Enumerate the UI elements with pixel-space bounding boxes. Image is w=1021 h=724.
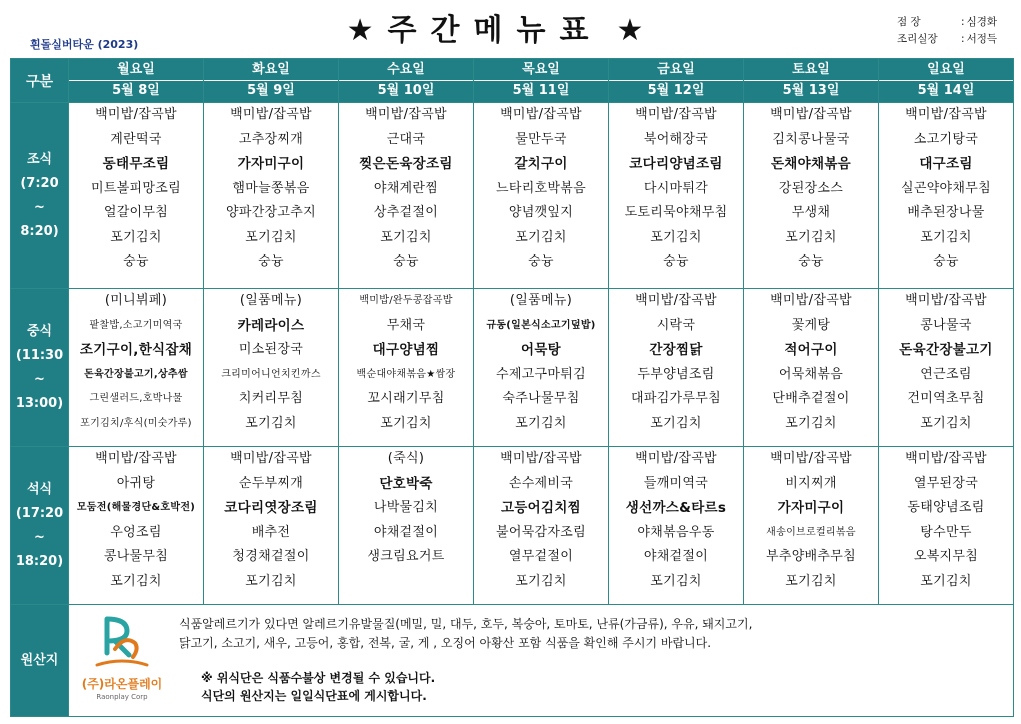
menu-cell (339, 289, 474, 447)
meal-tilde: ~ (34, 199, 45, 215)
day-name: 일요일 (879, 60, 1013, 81)
day-date: 5월 9일 (247, 83, 295, 98)
menu-item: 계란떡국 (110, 131, 162, 147)
menu-item: 규동(일본식소고기덮밥) (486, 319, 596, 331)
menu-item: 백미밥/잡곡밥 (905, 451, 987, 466)
staff-info: 점 장 : 심경화 조리실장 : 서정득 (897, 14, 997, 48)
menu-item: (일품메뉴) (239, 293, 303, 308)
menu-item: 열무겉절이 (508, 549, 574, 564)
menu-item: 포기김치 (785, 415, 837, 431)
menu-item: 크리미어니언치킨까스 (221, 368, 321, 380)
meal-time1: (7:20 (20, 175, 59, 191)
menu-item: 숭늉 (663, 254, 689, 269)
menu-item: 백미밥/잡곡밥 (95, 107, 177, 122)
menu-item: 두부양념조림 (637, 366, 715, 382)
menu-item: 카레라이스 (237, 317, 305, 334)
day-header-row (11, 59, 1014, 103)
menu-item: 비지찌개 (785, 475, 837, 491)
meal-label (11, 447, 69, 605)
menu-item: 얼갈이무침 (103, 205, 169, 220)
menu-item: 백미밥/잡곡밥 (635, 107, 717, 122)
menu-item: 백미밥/잡곡밥 (230, 107, 312, 122)
menu-item: 포기김치 (515, 229, 567, 245)
day-header (339, 59, 474, 103)
menu-item: 그린샐러드,호박나물 (89, 393, 183, 404)
logo-mark-icon (77, 613, 167, 673)
allergy-notice (179, 615, 979, 653)
menu-item: 무채국 (386, 317, 426, 333)
menu-item: 새송이브로컬리볶음 (766, 526, 856, 538)
menu-item: 생크림요거트 (367, 549, 445, 564)
meal-name: 중식 (26, 323, 53, 339)
menu-item: 불어묵감자조림 (495, 524, 586, 540)
menu-item: 백미밥/잡곡밥 (635, 451, 717, 466)
menu-item: 백미밥/잡곡밥 (95, 451, 177, 466)
menu-item: 순두부찌개 (238, 475, 304, 491)
meal-time2: 13:00) (15, 395, 64, 411)
menu-item: 양념깻잎지 (508, 205, 574, 220)
menu-item: 도토리묵야채무침 (624, 205, 728, 220)
menu-item: 동태양념조림 (907, 500, 985, 515)
menu-item: 부추양배추무침 (765, 549, 856, 564)
menu-item: 콩나물무침 (103, 549, 169, 564)
menu-item: 포기김치 (380, 229, 432, 245)
menu-item: 포기김치 (245, 415, 297, 431)
menu-item: 백미밥/잡곡밥 (770, 107, 852, 122)
menu-item: 포기김치 (245, 229, 297, 245)
day-date: 5월 12일 (647, 83, 705, 98)
menu-item: 포기김치 (650, 415, 702, 431)
menu-item: 백미밥/완두콩잡곡밥 (359, 295, 453, 306)
raonplay-logo (77, 613, 167, 709)
menu-item: 백미밥/잡곡밥 (770, 451, 852, 466)
menu-item: 포기김치 (245, 573, 297, 589)
logo-text: (주)라온플레이 (81, 677, 163, 691)
menu-item: 팥찰밥,소고기미역국 (89, 319, 183, 331)
menu-item: 돈육간장불고기,상추쌈 (84, 368, 188, 380)
menu-cell (609, 289, 744, 447)
menu-item: 가자미구이 (237, 156, 305, 172)
menu-item: (죽식) (387, 451, 425, 466)
meal-time1: (17:20 (15, 505, 64, 521)
menu-item: 숭늉 (393, 254, 419, 269)
menu-cell (744, 447, 879, 605)
menu-item: 포기김치 (920, 415, 972, 431)
menu-item: 포기김치 (920, 573, 972, 589)
menu-item: 돈채야채볶음 (770, 156, 852, 172)
day-name: 토요일 (744, 60, 878, 81)
menu-item: 북어해장국 (643, 131, 709, 147)
menu-item: 단배추겉절이 (772, 391, 850, 406)
menu-item: 고추장찌개 (238, 131, 304, 147)
star-icon: ★ (616, 13, 644, 48)
menu-item: 콩나물국 (920, 317, 972, 333)
menu-item: 야채겉절이 (643, 549, 709, 564)
day-header (204, 59, 339, 103)
menu-item: (일품메뉴) (509, 293, 573, 308)
menu-item: 대구양념찜 (372, 342, 440, 358)
menu-item: 숙주나물무침 (502, 391, 580, 406)
menu-item: 배추된장나물 (907, 205, 985, 220)
day-header (609, 59, 744, 103)
menu-item: 고등어김치찜 (500, 500, 582, 516)
menu-item: 모둠전(해물경단&호박전) (76, 502, 196, 513)
menu-item: 손수제비국 (508, 475, 574, 491)
menu-item: 간장찜닭 (649, 342, 703, 358)
origin-row (11, 605, 1014, 717)
meal-tilde: ~ (34, 371, 45, 387)
menu-item: 건미역초무침 (907, 391, 985, 406)
menu-item: 김치콩나물국 (772, 131, 850, 147)
meal-tilde: ~ (34, 529, 45, 545)
menu-cell (744, 103, 879, 289)
menu-item (339, 570, 473, 595)
menu-item: 숭늉 (258, 254, 284, 269)
menu-item: 백순대야채볶음★쌈장 (356, 368, 456, 380)
star-icon: ★ (346, 13, 374, 48)
day-date: 5월 11일 (512, 83, 570, 98)
menu-item: 생선까스&타르s (625, 500, 727, 516)
menu-item: 포기김치 (785, 229, 837, 245)
menu-item: 포기김치 (650, 573, 702, 589)
meal-name: 석식 (26, 481, 53, 497)
title-text: 주간메뉴표 (387, 13, 603, 48)
menu-item: 어묵채볶음 (778, 366, 844, 382)
menu-cell (879, 447, 1014, 605)
menu-item: 숭늉 (933, 254, 959, 269)
menu-item: 수제고구마튀김 (495, 366, 586, 382)
allergy-line: 식품알레르기가 있다면 알레르기유발물질(메밀, 밀, 대두, 호두, 복숭아, 토마토, 난류(가금류), 우유, 돼지고기, (179, 617, 753, 631)
menu-item: 코다리엿장조림 (224, 500, 318, 516)
menu-item: 포기김치 (110, 229, 162, 245)
day-header (69, 59, 204, 103)
menu-cell (69, 103, 204, 289)
menu-item: 숭늉 (798, 254, 824, 269)
menu-item: 조기구이,한식잡채 (79, 342, 193, 358)
menu-item: 배추전 (251, 524, 291, 540)
menu-item: 연근조림 (920, 366, 972, 382)
page-header (0, 0, 1021, 58)
day-name: 목요일 (474, 60, 608, 81)
menu-cell (609, 447, 744, 605)
menu-item: 포기김치 (110, 573, 162, 589)
meal-label (11, 289, 69, 447)
menu-item: 미소된장국 (238, 342, 304, 357)
menu-item: 무생채 (791, 205, 831, 220)
menu-item: 코다리양념조림 (629, 156, 723, 172)
footer-info (69, 605, 1014, 717)
menu-item: 꼬시래기무침 (367, 391, 445, 406)
meal-label (11, 103, 69, 289)
menu-item: 실곤약야채무침 (900, 180, 991, 196)
meal-time1: (11:30 (15, 347, 64, 363)
menu-cell (879, 103, 1014, 289)
menu-cell (744, 289, 879, 447)
menu-item: 포기김치 (515, 415, 567, 431)
menu-item: 느타리호박볶음 (495, 180, 586, 196)
menu-item: 다시마튀각 (643, 180, 709, 196)
allergy-line: 닭고기, 소고기, 새우, 고등어, 홍합, 전복, 굴, 게 , 오징어 아황산 포함 식품을 확인해 주시기 바랍니다. (179, 636, 712, 650)
menu-item: 포기김치 (785, 573, 837, 589)
menu-item: 치커리무침 (238, 391, 304, 406)
day-date: 5월 8일 (112, 83, 160, 98)
menu-item: 찢은돈육장조림 (359, 156, 453, 172)
menu-item: 햄마늘쫑볶음 (232, 180, 310, 196)
day-date: 5월 10일 (377, 83, 435, 98)
manager-label: 점 장 (897, 16, 921, 28)
meal-row (11, 447, 1014, 605)
menu-item: 꽃게탕 (791, 317, 831, 333)
menu-item: 야채볶음우동 (637, 524, 715, 540)
menu-item: 어묵탕 (520, 342, 562, 358)
meal-row (11, 103, 1014, 289)
menu-item: 물만두국 (515, 131, 567, 147)
menu-item: 대파김가루무침 (630, 391, 721, 406)
notice-line: ※ 위식단은 식품수불상 변경될 수 있습니다. (201, 671, 436, 685)
menu-item: 포기김치 (920, 229, 972, 245)
menu-cell (609, 103, 744, 289)
manager-name: 심경화 (966, 16, 997, 28)
menu-cell (69, 289, 204, 447)
menu-item: 포기김치/후식(미숫가루) (80, 417, 192, 429)
meal-time2: 8:20) (20, 223, 59, 239)
menu-item: 포기김치 (650, 229, 702, 245)
menu-item: 시락국 (656, 317, 696, 333)
menu-item: 숭늉 (528, 254, 554, 269)
menu-item: 가자미구이 (777, 500, 845, 516)
menu-item: 강된장소스 (778, 180, 844, 196)
day-header (744, 59, 879, 103)
menu-cell (879, 289, 1014, 447)
menu-item: 백미밥/잡곡밥 (500, 451, 582, 466)
menu-item: 열무된장국 (913, 475, 979, 491)
menu-item: 청경채겉절이 (232, 549, 310, 564)
day-name: 월요일 (69, 60, 203, 81)
menu-cell (474, 103, 609, 289)
menu-cell (339, 103, 474, 289)
notice-line: 식단의 원산지는 일일식단표에 게시합니다. (201, 689, 427, 703)
origin-label: 원산지 (11, 605, 69, 717)
menu-item: (미니뷔페) (104, 293, 168, 308)
category-header: 구분 (11, 59, 69, 103)
day-name: 화요일 (204, 60, 338, 81)
menu-item: 백미밥/잡곡밥 (905, 107, 987, 122)
day-header (474, 59, 609, 103)
menu-item: 야채겉절이 (373, 524, 439, 540)
day-header (879, 59, 1014, 103)
menu-item: 대구조림 (919, 156, 973, 172)
menu-item: 근대국 (386, 131, 426, 147)
menu-cell (204, 447, 339, 605)
menu-item: 백미밥/잡곡밥 (905, 293, 987, 308)
day-date: 5월 13일 (782, 83, 840, 98)
menu-item: 돈육간장불고기 (899, 342, 993, 358)
day-date: 5월 14일 (917, 83, 975, 98)
menu-item: 야채계란찜 (373, 180, 439, 196)
menu-item: 우엉조림 (110, 524, 162, 540)
menu-item: 적어구이 (784, 342, 838, 358)
weekly-menu-table (10, 58, 1014, 717)
menu-item: 백미밥/잡곡밥 (770, 293, 852, 308)
menu-notice (201, 669, 435, 705)
menu-item: 단호박죽 (379, 475, 433, 492)
menu-item: 아귀탕 (116, 475, 156, 491)
menu-item: 숭늉 (123, 254, 149, 269)
menu-item: 양파간장고추지 (225, 205, 316, 220)
menu-item: 미트볼피망조림 (90, 180, 181, 196)
menu-cell (474, 289, 609, 447)
page-title (320, 6, 670, 56)
menu-item: 백미밥/잡곡밥 (500, 107, 582, 122)
menu-cell (204, 103, 339, 289)
menu-cell (69, 447, 204, 605)
menu-item: 상추겉절이 (373, 205, 439, 220)
menu-item: 포기김치 (380, 415, 432, 431)
organization-name: 흰돌실버타운 (2023) (30, 38, 139, 51)
menu-item: 탕수만두 (920, 524, 972, 540)
day-name: 수요일 (339, 60, 473, 81)
meal-row (11, 289, 1014, 447)
menu-cell (474, 447, 609, 605)
meal-name: 조식 (26, 151, 53, 167)
menu-item: 동태무조림 (102, 156, 170, 172)
menu-cell (339, 447, 474, 605)
menu-item: 들깨미역국 (643, 475, 709, 491)
menu-item: 백미밥/잡곡밥 (365, 107, 447, 122)
menu-item: 소고기탕국 (913, 131, 979, 147)
menu-item: 백미밥/잡곡밥 (230, 451, 312, 466)
menu-item: 갈치구이 (514, 156, 568, 172)
menu-item: 오복지무침 (913, 549, 979, 564)
meal-time2: 18:20) (15, 553, 64, 569)
logo-subtitle: Raonplay Corp (96, 693, 148, 701)
day-name: 금요일 (609, 60, 743, 81)
menu-cell (204, 289, 339, 447)
chef-name: 서정득 (966, 33, 997, 45)
menu-item: 백미밥/잡곡밥 (635, 293, 717, 308)
chef-label: 조리실장 (897, 33, 938, 45)
menu-item: 포기김치 (515, 573, 567, 589)
menu-item: 나박물김치 (373, 500, 439, 515)
